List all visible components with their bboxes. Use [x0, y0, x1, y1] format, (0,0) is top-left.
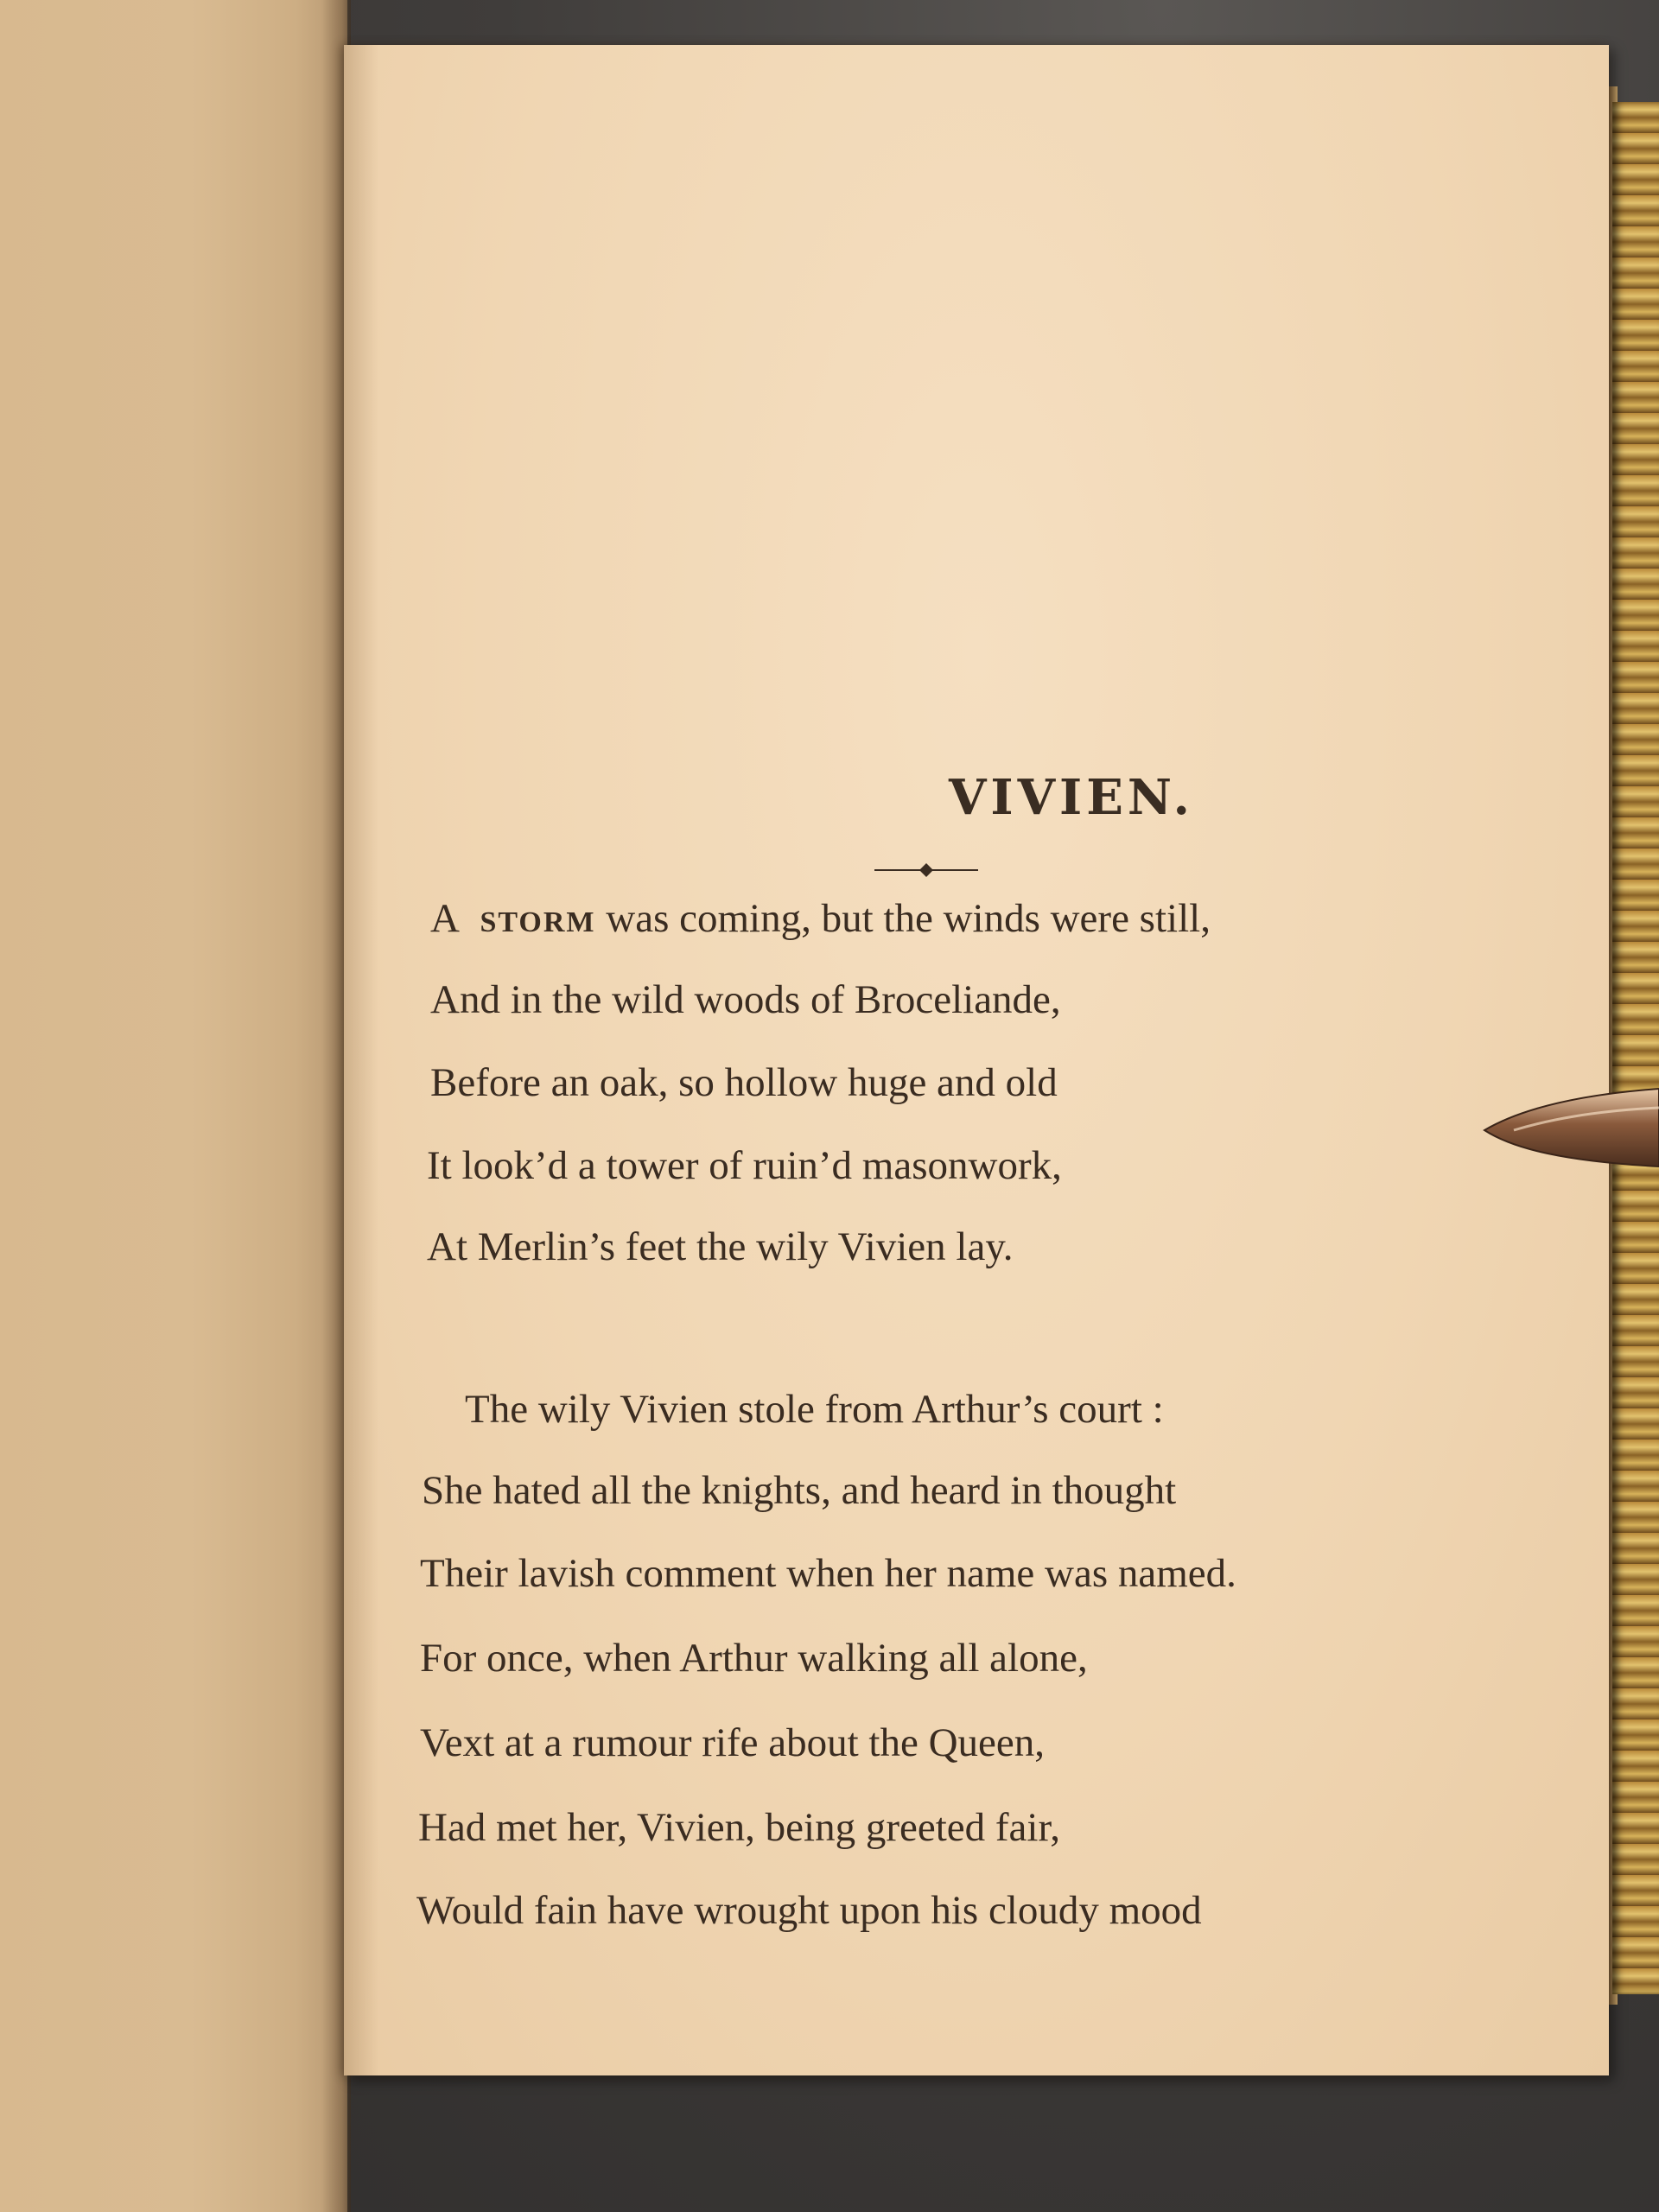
poem-line: Their lavish comment when her name was named.: [420, 1551, 1236, 1596]
left-page: [0, 0, 347, 2212]
poem-text: [344, 45, 1609, 2075]
poem-line: At Merlin’s feet the wily Vivien lay.: [427, 1224, 1014, 1269]
poem-line: For once, when Arthur walking all alone,: [420, 1636, 1088, 1681]
poem-line: Before an oak, so hollow huge and old: [430, 1060, 1058, 1105]
initial-word: A: [430, 896, 460, 941]
page-title: VIVIEN.: [948, 769, 1195, 826]
bookmark-clasp-icon: [1479, 1080, 1659, 1175]
poem-line: It look’d a tower of ruin’d masonwork,: [427, 1143, 1062, 1188]
poem-line: Vext at a rumour rife about the Queen,: [420, 1720, 1046, 1765]
poem-line: [430, 896, 1211, 941]
gilt-page-edge: [1612, 102, 1659, 1994]
smallcaps-word: STORM: [480, 906, 596, 938]
poem-line: And in the wild woods of Broceliande,: [430, 977, 1061, 1022]
poem-line: The wily Vivien stole from Arthur’s court :: [465, 1387, 1164, 1432]
poem-line: Would fain have wrought upon his cloudy mood: [416, 1888, 1202, 1933]
poem-line: She hated all the knights, and heard in thought: [422, 1468, 1177, 1513]
poem-line: Had met her, Vivien, being greeted fair,: [418, 1805, 1060, 1850]
right-page: [344, 45, 1609, 2075]
line-remainder: was coming, but the winds were still,: [595, 896, 1211, 941]
